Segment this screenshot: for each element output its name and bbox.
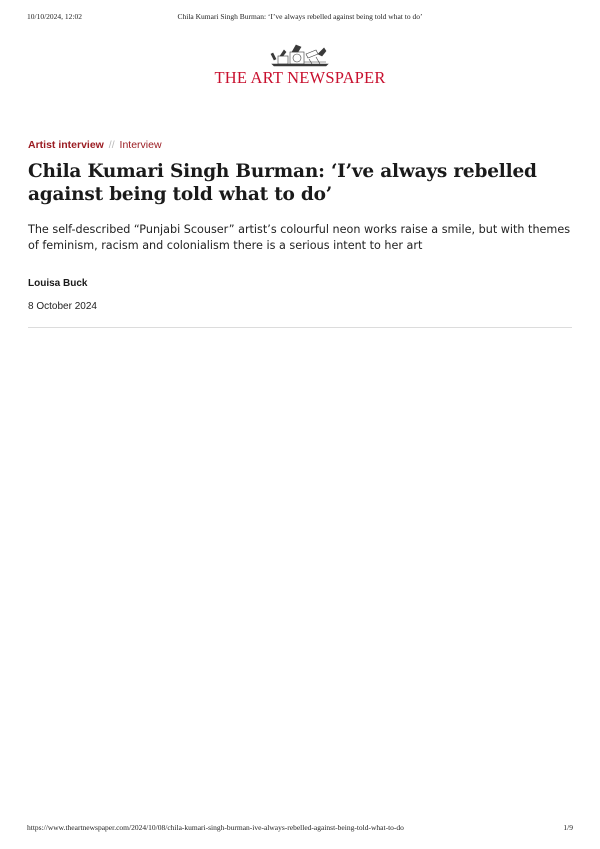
print-header (27, 12, 573, 24)
publication-date: 8 October 2024 (28, 301, 97, 312)
article-headline: Chila Kumari Singh Burman: ‘I’ve always rebelled against being told what to do’ (28, 161, 537, 205)
author-byline[interactable]: Louisa Buck (28, 278, 88, 289)
article-kicker (28, 138, 572, 152)
print-page-number: 1/9 (563, 823, 573, 832)
print-document-title: Chila Kumari Singh Burman: ‘I’ve always rebelled against being told what to do’ (177, 12, 423, 21)
print-page-url: https://www.theartnewspaper.com/2024/10/08/chila-kumari-singh-burman-ive-always-rebelled-against-being-told-what-to-do (27, 823, 404, 832)
kicker-separator: // (108, 139, 115, 151)
site-wordmark[interactable]: THE ART NEWSPAPER (214, 68, 386, 87)
article-standfirst: The self-described “Punjabi Scouser” artist’s colourful neon works raise a smile, but with themes of feminism, racism and colonialism there is a serious intent to her art (28, 223, 571, 252)
article-header (28, 138, 572, 328)
kicker-section-link[interactable]: Artist interview (28, 139, 104, 151)
printing-press-engraving-icon (268, 42, 332, 68)
kicker-type-link[interactable]: Interview (119, 139, 162, 151)
header-divider (28, 327, 572, 328)
print-footer (27, 823, 573, 835)
masthead[interactable] (0, 42, 600, 87)
print-datetime: 10/10/2024, 12:02 (27, 12, 83, 21)
